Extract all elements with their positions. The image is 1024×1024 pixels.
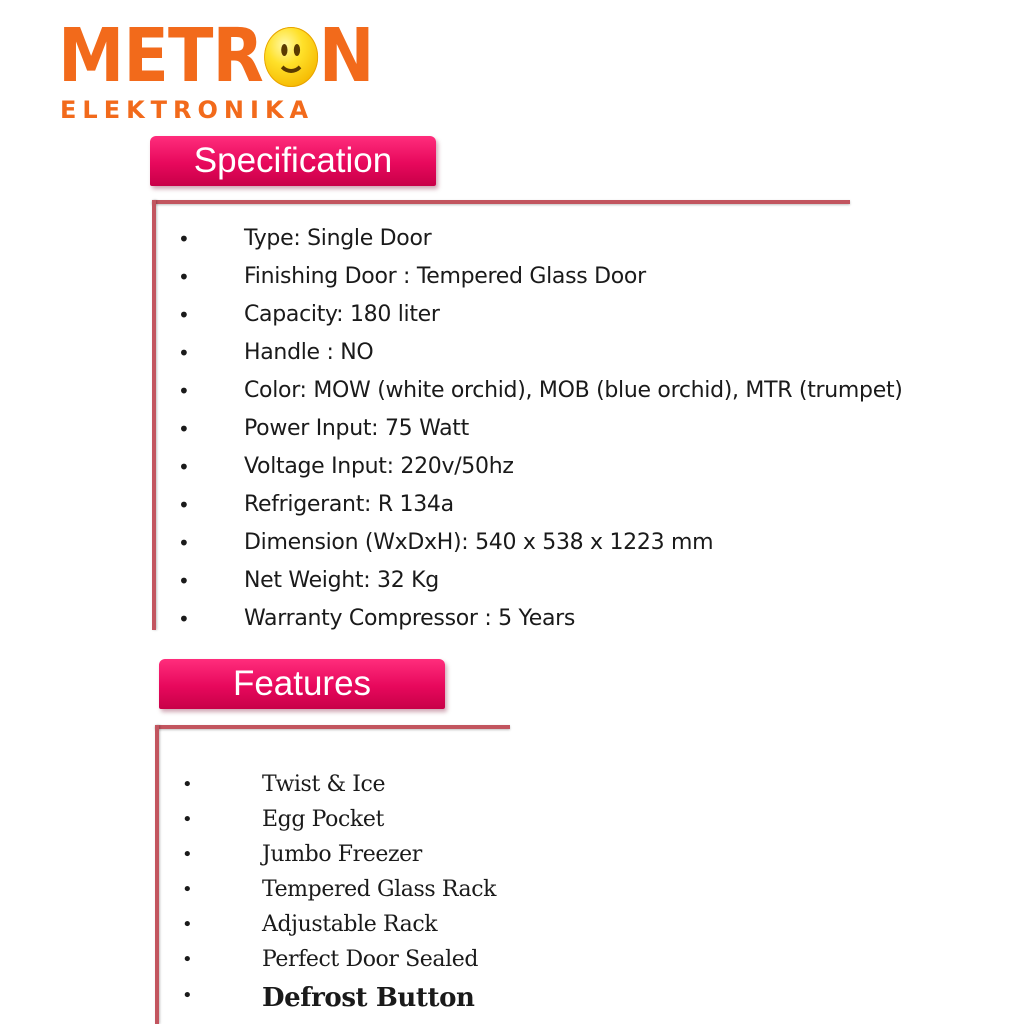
smiley-face-icon xyxy=(264,27,318,87)
logo-subtitle: ELEKTRONIKA xyxy=(60,96,315,124)
logo-text-right: N xyxy=(318,13,374,99)
features-side-rule xyxy=(155,725,159,1024)
specification-top-rule xyxy=(152,200,850,204)
specification-side-rule xyxy=(152,200,156,630)
specification-heading: Specification xyxy=(150,136,436,186)
features-top-rule xyxy=(155,725,510,729)
logo-wordmark xyxy=(58,13,374,99)
features-heading: Features xyxy=(159,659,445,709)
metron-logo xyxy=(58,13,374,124)
logo-text-left: METR xyxy=(58,13,263,99)
